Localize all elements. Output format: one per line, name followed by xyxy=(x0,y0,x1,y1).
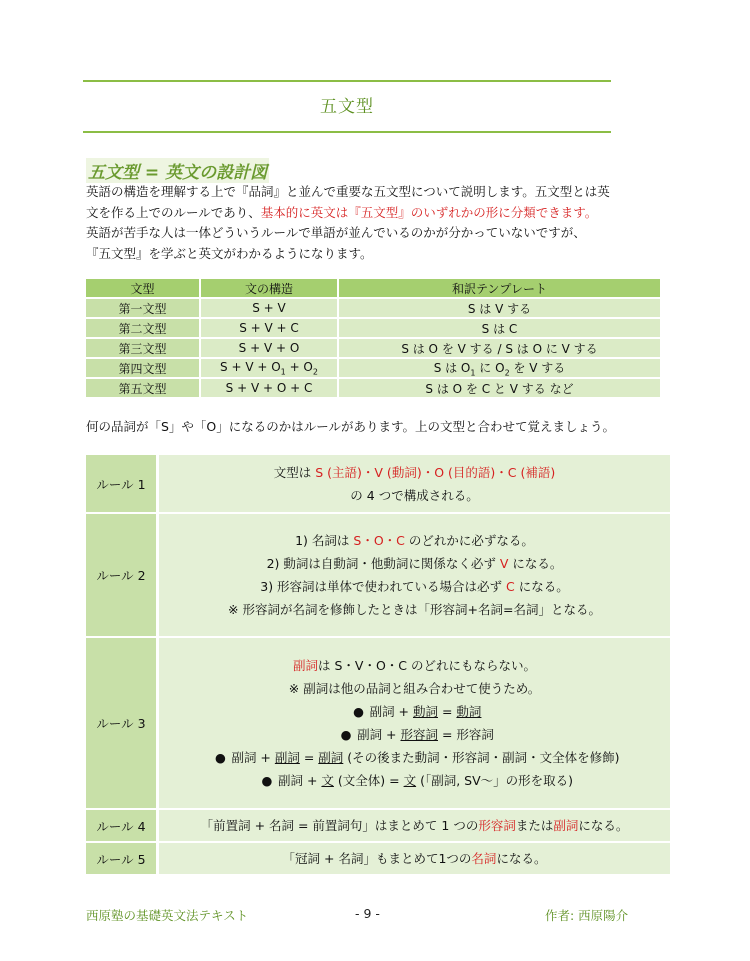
top-rule xyxy=(83,80,611,82)
page-title: 五文型 xyxy=(320,97,374,117)
intro-line: 英語の構造を理解する上で『品詞』と並んで重要な五文型について説明します。五文型とは英 xyxy=(86,184,610,199)
rule-row xyxy=(86,809,670,842)
structure-cell: S + V xyxy=(200,298,338,318)
footer-author: 作者: 西原陽介 xyxy=(545,908,629,923)
footer-left: 西原塾の基礎英文法テキスト xyxy=(86,908,249,923)
structure-cell: $S + V + O_1 + O_2$ xyxy=(200,358,338,378)
rule-row xyxy=(86,637,670,809)
intro-line: 『五文型』を学ぶと英文がわかるようになります。 xyxy=(86,245,373,261)
rule-content: 1) 名詞は S・O・C のどれかに必ずなる。 2) 動詞は自動詞・他動詞に関係なく必ず V になる。 3) 形容詞は単体で使われている場合は必ず C になる。 ※ 形容詞が名詞を修飾したときは「形容詞+名詞=名詞」となる。 xyxy=(158,513,671,637)
sentence-types-table xyxy=(86,279,662,399)
intro-paragraph xyxy=(86,182,666,264)
rule-content: 副詞は S・V・O・C のどれにもならない。 ※ 副詞は他の品詞と組み合わせて使うため。 ● 副詞 + 動詞 = 動詞 ● 副詞 + 形容詞 = 形容詞 ● 副詞 + 副詞 = 副詞 (その後また動詞・形容詞・副詞・文全体を修飾) ● 副詞 + 文 (文全体) = 文 (「副詞, SV〜」の形を取る) xyxy=(158,637,671,809)
type-cell: 第四文型 xyxy=(86,358,200,378)
type-cell: 第三文型 xyxy=(86,338,200,358)
rule-label: ルール 4 xyxy=(86,809,158,842)
bullet-icon: ● xyxy=(353,704,365,719)
rule-row xyxy=(86,513,670,637)
table-row xyxy=(86,378,661,398)
bullet-icon: ● xyxy=(261,773,273,788)
table-row xyxy=(86,318,661,338)
section-heading: 五文型 = 英文の設計図 xyxy=(86,158,269,183)
header-template: 和訳テンプレート xyxy=(338,279,661,298)
template-cell: S は O を C と V する など xyxy=(338,378,661,398)
table-row xyxy=(86,298,661,318)
rule-row xyxy=(86,842,670,875)
rule-content: 「冠詞 + 名詞」もまとめて1つの名詞になる。 xyxy=(158,842,671,875)
template-cell: S は $O_1$ に $O_2$ を V する xyxy=(338,358,661,378)
type-cell: 第五文型 xyxy=(86,378,200,398)
structure-cell: S + V + C xyxy=(200,318,338,338)
type-cell: 第二文型 xyxy=(86,318,200,338)
highlight-text: 基本的に英文は『五文型』のいずれかの形に分類できます。 xyxy=(260,204,598,220)
header-type: 文型 xyxy=(86,279,200,298)
rules-note: 何の品詞が「S」や「O」になるのかはルールがあります。上の文型と合わせて覚えましょう。 xyxy=(86,419,616,434)
rule-label: ルール 2 xyxy=(86,513,158,637)
structure-cell: S + V + O + C xyxy=(200,378,338,398)
table-row xyxy=(86,338,661,358)
page-number: - 9 - xyxy=(355,906,380,921)
rule-label: ルール 5 xyxy=(86,842,158,875)
rules-table xyxy=(86,455,670,876)
template-cell: S は C xyxy=(338,318,661,338)
rule-row xyxy=(86,455,670,513)
header-structure: 文の構造 xyxy=(200,279,338,298)
rule-label: ルール 1 xyxy=(86,455,158,513)
template-cell: S は V する xyxy=(338,298,661,318)
intro-line: 英語が苦手な人は一体どういうルールで単語が並んでいるのかが分かっていないですが、 xyxy=(86,225,586,240)
bullet-icon: ● xyxy=(340,727,352,742)
title-underline xyxy=(83,131,611,133)
rule-content: 「前置詞 + 名詞 = 前置詞句」はまとめて 1 つの形容詞または副詞になる。 xyxy=(158,809,671,842)
structure-cell: S + V + O xyxy=(200,338,338,358)
bullet-icon: ● xyxy=(214,750,226,765)
table-header-row xyxy=(86,279,661,298)
table-row xyxy=(86,358,661,378)
type-cell: 第一文型 xyxy=(86,298,200,318)
rule-label: ルール 3 xyxy=(86,637,158,809)
rule-content: 文型は S (主語)・V (動詞)・O (目的語)・C (補語) の 4 つで構成される。 xyxy=(158,455,671,513)
intro-line: 文を作る上でのルールであり、基本的に英文は『五文型』のいずれかの形に分類できます。 xyxy=(86,204,598,220)
template-cell: S は O を V する / S は O に V する xyxy=(338,338,661,358)
